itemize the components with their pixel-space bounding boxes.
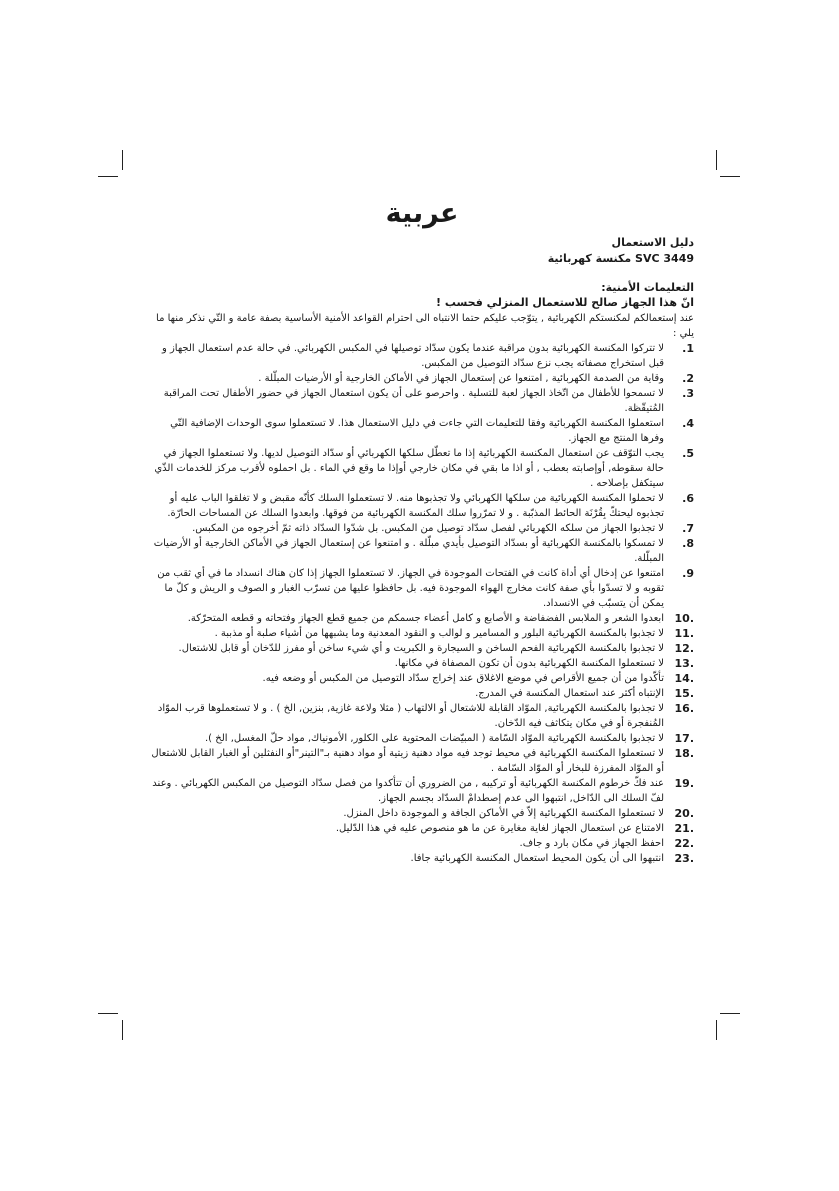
item-text: لا تجذبوا بالمكنسة الكهربائية الموّاد السّامة ( المبيّضات المحتوية على الكلور, الأمونياك, مواد حلّ المغسل, الخ ). xyxy=(205,733,664,744)
item-text: عند فكّ خرطوم المكنسة الكهربائية أو تركيبه , من الضروري أن تتأكدوا من فصل سدّاد التوصيل من المكبس الكهربائي . وعند لفّ السلك الى الدّاخل, انتبهوا الى عدم إصطدامْ السدّاد بجسم الجهاز. xyxy=(152,778,664,804)
list-item xyxy=(150,671,694,686)
item-number: 7. xyxy=(682,522,694,535)
item-number: .18 xyxy=(674,747,694,760)
list-item xyxy=(150,341,694,371)
page-title: عربية xyxy=(385,198,459,229)
item-text: لا تسمحوا للأطفال من اتّخاذ الجهاز لعبة للتسلية . واحرصو على أن يكون استعمال الجهاز في حضور الأطفال تحت المراقبة المُتيقّظة. xyxy=(163,388,664,414)
item-number: .13 xyxy=(674,657,694,670)
item-text: لا تحملوا المكنسة الكهربائية من سلكها الكهربائي ولا تجذبوها منه. لا تستعملوا السلك كأنّه مقبض و لا تغلقوا الباب عليه أو تجذبوه ليحتكّ بِقُرْنَة الحائط المذبّبة . و لا تمرّروا سلك المكنسة الكهربائية من فوقها. وابعدوا السلك عن المساحات الحارّة. xyxy=(167,493,664,519)
list-item xyxy=(150,686,694,701)
list-item xyxy=(150,566,694,611)
item-number: 4. xyxy=(682,417,694,430)
item-text: لا تمسكوا بالمكنسة الكهربائية أو بسدّاد التوصيل بأيدي مبلّلة . و امتنعوا عن إستعمال الجهاز في الأماكن الخارجية أو الأرضيات المبلّلة. xyxy=(153,538,664,564)
item-number: 6. xyxy=(682,492,694,505)
item-text: لا تجذبوا بالمكنسة الكهربائية الفحم الساخن و السيجارة و الكبريت و أي شيء ساخن أو مفرز للدّخان أو قابل للاشتعال. xyxy=(178,643,664,654)
item-number: .21 xyxy=(674,822,694,835)
list-item xyxy=(150,641,694,656)
item-text: انتبهوا الى أن يكون المحيط استعمال المكنسة الكهربائية جافا. xyxy=(410,853,664,864)
crop-mark-bottom-left-horizontal xyxy=(98,1013,118,1014)
crop-mark-bottom-left-vertical xyxy=(122,1020,123,1040)
item-number: 2. xyxy=(682,372,694,385)
list-item xyxy=(150,491,694,521)
item-number: .12 xyxy=(674,642,694,655)
list-item xyxy=(150,806,694,821)
item-number: .15 xyxy=(674,687,694,700)
list-item xyxy=(150,776,694,806)
list-item xyxy=(150,446,694,491)
item-text: الإنتباه أكثر عند استعمال المكنسة في المدرج. xyxy=(475,688,664,699)
item-number: .20 xyxy=(674,807,694,820)
item-text: لا تستعملوا المكنسة الكهربائية في محيط توجد فيه مواد دهنية زيتية أو مواد دهنية بـ"التينر"أو النفثلين أو الغبار القابل للاشتعال أو الموّاد المفرزة للبخار أو الموّاد السّامة . xyxy=(151,748,664,774)
item-number: 9. xyxy=(682,567,694,580)
product-model: SVC 3449 مكنسة كهربائية xyxy=(547,252,694,265)
item-text: لا تستعملوا المكنسة الكهربائية بدون أن تكون المصفاة في مكانها. xyxy=(394,658,664,669)
list-item xyxy=(150,416,694,446)
item-text: امتنعوا عن إدخال أي أداة كانت في الفتحات الموجودة في الجهاز. لا تستعملوا الجهاز إذا كان هناك انسداد ما في أي ثقب من ثقوبه و لا تسدّوا بأي صفة كانت مخارج الهواء الموجودة فيه. بل حافظوا عليها من تسرّب الغبار و الصوف و الريش و كلّ ما يمكن أن يتسبّب في الانسداد. xyxy=(157,568,664,609)
list-item xyxy=(150,701,694,731)
crop-mark-top-right-vertical xyxy=(716,150,717,170)
item-number: .14 xyxy=(674,672,694,685)
crop-mark-bottom-right-vertical xyxy=(716,1020,717,1040)
manual-page xyxy=(150,198,694,866)
list-item xyxy=(150,746,694,776)
list-item xyxy=(150,656,694,671)
item-text: تأكّدوا من أن جميع الأقراص في موضع الاغلاق عند إخراج سدّاد التوصيل من المكبس أو وضعه فيه. xyxy=(262,673,664,684)
crop-mark-top-left-horizontal xyxy=(98,176,118,177)
item-text: استعملوا المكنسة الكهربائية وفقا للتعليمات التي جاءت في دليل الاستعمال هذا. لا تستعملوا سوى الوحدات الإضافية التّي وفرها المنتج مع الجهاز. xyxy=(170,418,664,444)
list-item xyxy=(150,386,694,416)
item-number: .23 xyxy=(674,852,694,865)
list-item xyxy=(150,611,694,626)
item-number: 1. xyxy=(682,342,694,355)
list-item xyxy=(150,821,694,836)
item-text: يجب التوّقف عن استعمال المكنسة الكهربائية إذا ما تعطّل سلكها الكهربائي أو سدّاد التوصيل لديها. ولا تستعملوا الجهاز في حالة سقوطه, أوإصابته بعطب , أو اذا ما بقي في مكان خارجي أوإذا ما وقع في الماء . بل احملوه لأقرب مركز للخدمات الذّي سيتكفل بإصلاحه . xyxy=(154,448,664,489)
household-warning: انّ هذا الجهاز صالح للاستعمال المنزلي فحسب ! xyxy=(436,296,694,309)
item-number: 3. xyxy=(682,387,694,400)
item-text: لا تجذبوا بالمكنسة الكهربائية, الموّاد القابلة للاشتعال أو الالتهاب ( مثلا ولاعة غازية, بنزين, الخ ) . و لا تستعملوها قرب الموّاد المُنفجرة أو في مكان يتكاثف فيه الدّخان. xyxy=(157,703,664,729)
list-item xyxy=(150,851,694,866)
crop-mark-top-right-horizontal xyxy=(720,176,740,177)
list-item xyxy=(150,626,694,641)
item-text: لا تستعملوا المكنسة الكهربائية إلاّ في الأماكن الجافة و الموجودة داخل المنزل. xyxy=(343,808,664,819)
item-number: .16 xyxy=(674,702,694,715)
item-text: لا تجذبوا بالمكنسة الكهربائية البلور و المسامير و لوالب و النقود المعدنية وما يشبهها من أشياء صلبة أو مذببة . xyxy=(214,628,664,639)
item-text: لا تتركوا المكنسة الكهربائية بدون مراقبة عندما يكون سدّاد توصيلها في المكبس الكهربائي. في حالة عدم استعمال الجهاز و قبل استخراج مصفاته يجب نزع سدّاد التوصيل من المكبس. xyxy=(161,343,664,369)
list-item xyxy=(150,731,694,746)
item-number: 8. xyxy=(682,537,694,550)
item-text: الامتناع عن استعمال الجهاز لغاية مغايرة عن ما هو منصوص عليه في هذا الدّليل. xyxy=(335,823,664,834)
item-number: .22 xyxy=(674,837,694,850)
item-text: ابعدوا الشعر و الملابس الفضفاضة و الأصابع و كامل أعضاء جسمكم من جميع قطع الجهاز وفتحاته و قطعه المتحرّكة. xyxy=(187,613,664,624)
list-item xyxy=(150,371,694,386)
safety-heading: التعليمات الأمنية: xyxy=(601,281,694,294)
item-number: 5. xyxy=(682,447,694,460)
item-number: .19 xyxy=(674,777,694,790)
crop-mark-bottom-right-horizontal xyxy=(720,1013,740,1014)
item-text: وقاية من الصدمة الكهربائية , امتنعوا عن إستعمال الجهاز في الأماكن الخارجية أو الأرضيات المبلّلة . xyxy=(258,373,664,384)
crop-mark-top-left-vertical xyxy=(122,150,123,170)
list-item xyxy=(150,536,694,566)
manual-label: دليل الاستعمال xyxy=(611,236,694,249)
item-number: .10 xyxy=(674,612,694,625)
item-text: احفظ الجهاز في مكان بارد و جاف. xyxy=(519,838,664,849)
item-number: .17 xyxy=(674,732,694,745)
intro-paragraph: عند إستعمالكم لمكنستكم الكهربائية , يتوّجب عليكم حتما الانتباه الى احترام القواعد الأمنية الأساسية بصفة عامة و التّي نذكر منها ما يلي : xyxy=(156,313,694,339)
list-item xyxy=(150,836,694,851)
safety-instructions-list xyxy=(150,341,694,866)
item-text: لا تجذبوا الجهاز من سلكه الكهربائي لفصل سدّاد توصيل من المكبس. بل شدّوا السدّاد ذاته ثمّ أخرجوه من المكبس. xyxy=(192,523,664,534)
item-number: .11 xyxy=(674,627,694,640)
list-item xyxy=(150,521,694,536)
